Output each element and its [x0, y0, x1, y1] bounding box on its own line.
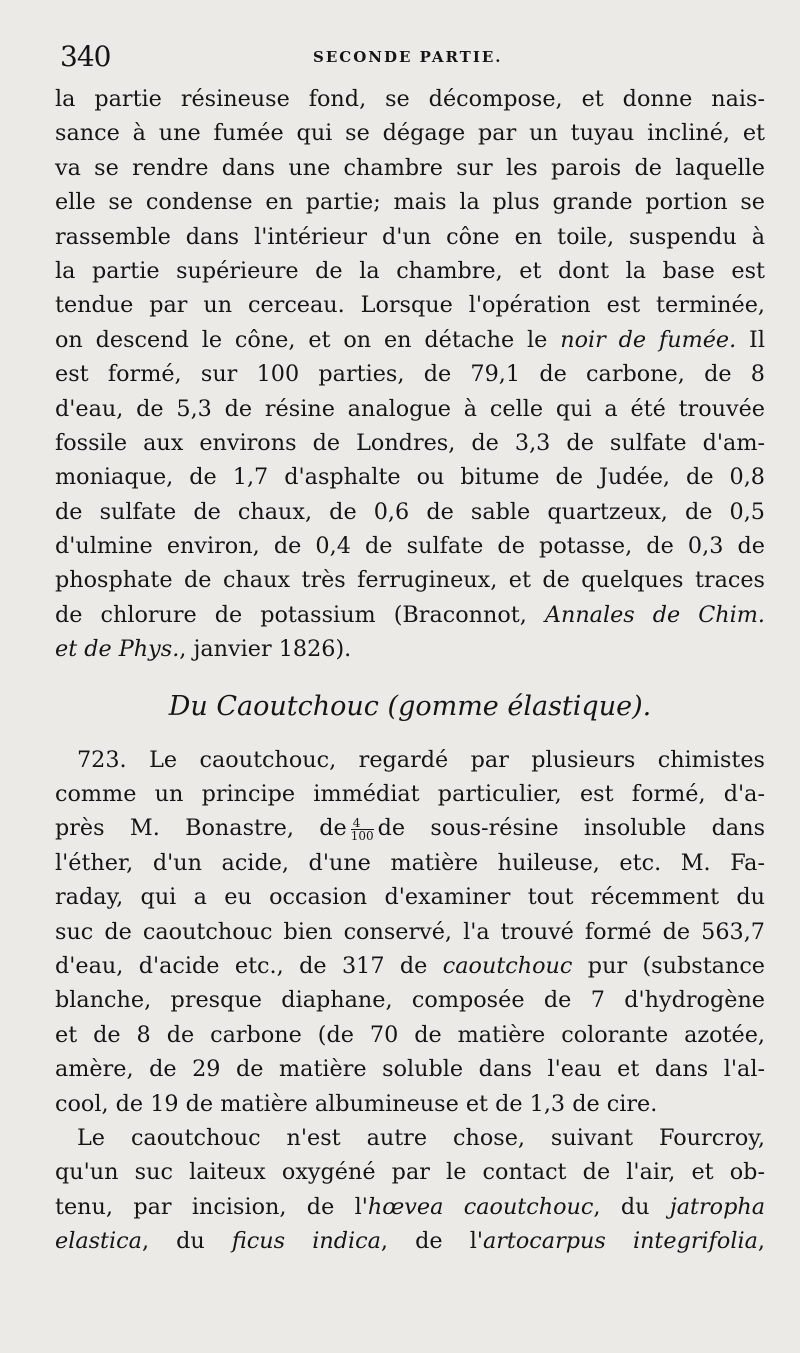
text-line: Le caoutchouc n'est autre chose, suivant Fourcroy,	[77, 1124, 765, 1151]
italic-species: ficus indica	[231, 1228, 381, 1255]
page-header	[58, 40, 748, 80]
text-line: sance à une fumée qui se dégage par un tuyau incliné, et	[55, 120, 765, 147]
text-run: de chlorure de potassium (Braconnot,	[55, 601, 545, 628]
italic-citation: Annales de Chim.	[544, 601, 766, 628]
italic-species: artocarpus integrifolia	[482, 1228, 758, 1255]
text-line: l'éther, d'un acide, d'une matière huileuse, etc. M. Fa-	[55, 849, 765, 876]
text-run: Il	[736, 326, 766, 353]
page-number: 340	[60, 40, 111, 73]
text-line: est formé, sur 100 parties, de 79,1 de carbone, de 8	[55, 361, 765, 388]
text-run: tenu, par incision, de l'	[55, 1193, 368, 1220]
text-line: moniaque, de 1,7 d'asphalte ou bitume de Judée, de 0,8	[55, 464, 765, 491]
italic-citation: et de Phys.	[55, 636, 180, 663]
text-line	[55, 1224, 765, 1258]
text-line: raday, qui a eu occasion d'examiner tout récemment du	[55, 884, 765, 911]
text-line: d'ulmine environ, de 0,4 de sulfate de potasse, de 0,3 de	[55, 533, 765, 560]
text-line: suc de caoutchouc bien conservé, l'a trouvé formé de 563,7	[55, 918, 765, 945]
text-line: tendue par un cerceau. Lorsque l'opération est terminée,	[55, 292, 765, 319]
running-head: SECONDE PARTIE.	[313, 48, 503, 66]
text-line	[55, 323, 765, 357]
text-line	[55, 598, 765, 632]
text-line: elle se condense en partie; mais la plus grande portion se	[55, 189, 765, 216]
text-line: rassemble dans l'intérieur d'un cône en toile, suspendu à	[55, 223, 765, 250]
italic-term: noir de fumée.	[560, 326, 737, 353]
fraction	[351, 817, 374, 842]
section-heading-sub: (gomme élastique).	[387, 690, 652, 722]
text-line	[55, 632, 765, 666]
text-line: va se rendre dans une chambre sur les parois de laquelle	[55, 154, 765, 181]
paragraph-723	[55, 743, 765, 1121]
text-line: la partie résineuse fond, se décompose, et donne nais-	[55, 86, 765, 112]
text-run: , du	[593, 1193, 670, 1220]
text-line	[55, 1190, 765, 1224]
text-line: et de 8 de carbone (de 70 de matière colorante azotée,	[55, 1021, 765, 1048]
fraction-numerator: 4	[351, 817, 374, 830]
text-run: on descend le cône, et on en détache le	[55, 326, 561, 353]
text-line: d'eau, de 5,3 de résine analogue à celle qui a été trouvée	[55, 395, 765, 422]
text-line: amère, de 29 de matière soluble dans l'eau et dans l'al-	[55, 1056, 765, 1083]
paragraph-fourcroy	[55, 1121, 765, 1259]
body-text	[55, 82, 765, 1259]
text-line: de sulfate de chaux, de 0,6 de sable quartzeux, de 0,5	[55, 498, 765, 525]
fraction-denominator: 100	[350, 828, 374, 843]
text-run: ,	[757, 1228, 765, 1255]
text-run: de sous-résine insoluble dans	[377, 815, 766, 842]
text-line: blanche, presque diaphane, composée de 7 d'hydrogène	[55, 987, 765, 1014]
text-run: pur (substance	[572, 952, 765, 979]
section-heading-main: Du Caoutchouc	[168, 690, 379, 722]
text-line: comme un principe immédiat particulier, est formé, d'a-	[55, 781, 765, 808]
text-line: 723. Le caoutchouc, regardé par plusieurs chimistes	[77, 746, 765, 773]
section-heading	[55, 671, 765, 743]
italic-species: elastica	[55, 1228, 142, 1255]
text-run: , de l'	[380, 1228, 483, 1255]
italic-species: hœvea caoutchouc	[367, 1193, 594, 1220]
text-line: fossile aux environs de Londres, de 3,3 de sulfate d'am-	[55, 429, 765, 456]
text-line	[55, 811, 765, 845]
text-line: phosphate de chaux très ferrugineux, et de quelques traces	[55, 567, 765, 594]
paragraph-noir-de-fumee	[55, 82, 765, 667]
text-run: , du	[141, 1228, 232, 1255]
italic-term: caoutchouc	[442, 952, 573, 979]
text-line: cool, de 19 de matière albumineuse et de 1,3 de cire.	[55, 1090, 658, 1117]
text-line: la partie supérieure de la chambre, et dont la base est	[55, 257, 765, 284]
text-run: d'eau, d'acide etc., de 317 de	[55, 952, 443, 979]
text-run: , janvier 1826).	[179, 636, 352, 663]
italic-species: jatropha	[669, 1193, 766, 1220]
text-line	[55, 949, 765, 983]
text-run: près M. Bonastre, de	[55, 815, 347, 842]
text-line: qu'un suc laiteux oxygéné par le contact de l'air, et ob-	[55, 1159, 765, 1186]
